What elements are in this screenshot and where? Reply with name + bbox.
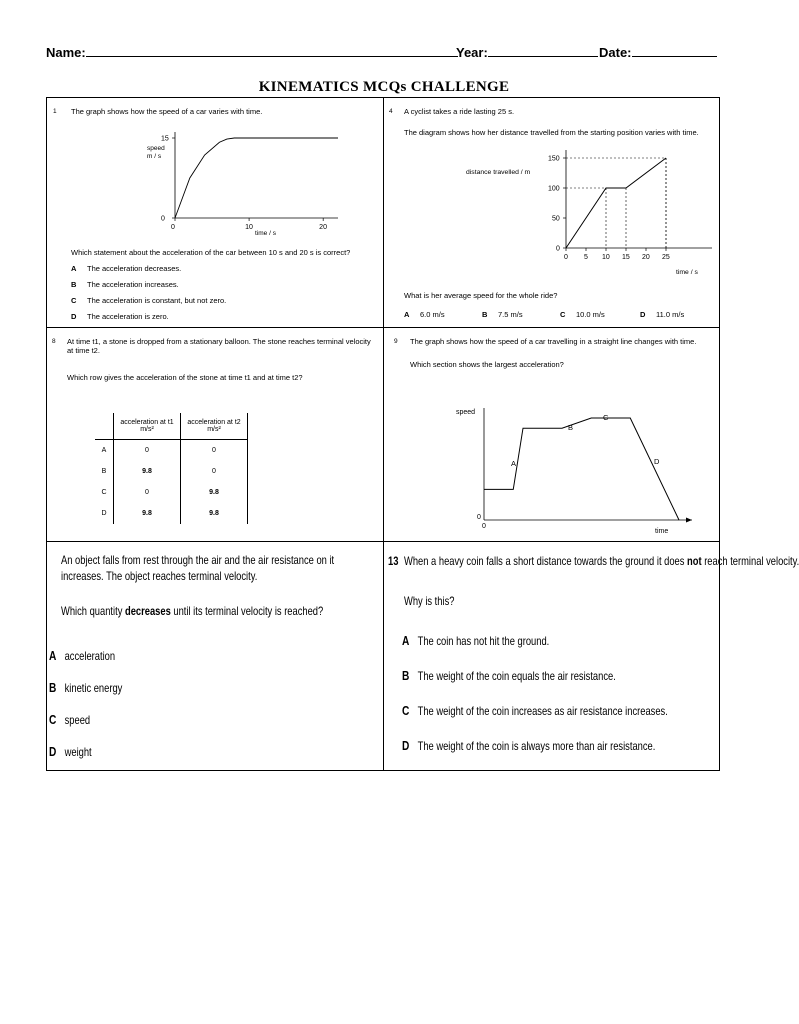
option-b[interactable] xyxy=(402,668,616,683)
option-text: 7.5 m/s xyxy=(498,310,523,319)
option-letter: A xyxy=(404,310,410,319)
question-8 xyxy=(47,328,384,542)
prompt-bold: decreases xyxy=(124,604,171,618)
option-text: The acceleration decreases. xyxy=(87,264,182,273)
speed-section-graph xyxy=(444,398,714,538)
cell-t2: 9.8 xyxy=(181,482,248,503)
question-stem: At time t1, a stone is dropped from a stationary balloon. The stone reaches terminal velocity at time t2. xyxy=(67,337,371,356)
question-prompt: Why is this? xyxy=(404,594,455,608)
option-letter: A xyxy=(402,633,410,648)
table-row[interactable] xyxy=(95,503,248,524)
option-text: speed xyxy=(64,713,91,727)
row-letter: D xyxy=(95,503,114,524)
table-header-row xyxy=(95,413,248,440)
option-text: The coin has not hit the ground. xyxy=(417,634,550,648)
option-d[interactable] xyxy=(71,312,169,321)
y-tick-label: 15 xyxy=(161,135,169,143)
option-letter: C xyxy=(71,296,77,305)
option-letter: C xyxy=(49,712,57,727)
x-axis-label: time / s xyxy=(255,230,276,237)
x-tick-label: 0 xyxy=(171,224,175,231)
option-c[interactable] xyxy=(71,296,226,305)
question-4 xyxy=(384,98,719,328)
question-prompt xyxy=(61,604,323,620)
y-axis-unit: m / s xyxy=(147,153,162,160)
table-row[interactable] xyxy=(95,482,248,503)
option-letter: A xyxy=(49,648,57,663)
option-letter: D xyxy=(71,312,77,321)
x-arrow-icon xyxy=(686,518,692,523)
stem-pre: When a heavy coin falls a short distance towards the ground it does xyxy=(404,554,688,568)
row-letter: A xyxy=(95,440,114,462)
option-d[interactable] xyxy=(402,738,655,753)
question-prompt: Which row gives the acceleration of the stone at time t1 and at time t2? xyxy=(67,373,303,382)
option-text: weight xyxy=(64,745,92,759)
section-label-c: C xyxy=(603,413,609,422)
option-text: The weight of the coin equals the air resistance. xyxy=(417,669,616,683)
option-letter: D xyxy=(402,738,410,753)
x-tick-label: 5 xyxy=(584,254,588,261)
option-letter: A xyxy=(71,264,77,273)
option-d[interactable] xyxy=(640,310,684,319)
question-grid xyxy=(46,97,799,771)
option-letter: B xyxy=(71,280,77,289)
header-t1: acceleration at t1 m/s² xyxy=(114,413,181,440)
option-letter: B xyxy=(482,310,488,319)
option-text: The weight of the coin increases as air resistance increases. xyxy=(417,704,668,718)
option-a[interactable] xyxy=(71,264,181,273)
cell-t2: 9.8 xyxy=(181,503,248,524)
y-tick-label: 150 xyxy=(548,155,560,163)
y-tick-label: 50 xyxy=(552,215,560,223)
section-label-a: A xyxy=(511,459,517,468)
option-d[interactable] xyxy=(49,744,92,759)
row-letter: B xyxy=(95,461,114,482)
option-text: The acceleration is constant, but not zero. xyxy=(87,296,227,305)
option-text: acceleration xyxy=(64,649,116,663)
x-tick-label: 10 xyxy=(245,224,253,231)
name-label: Name: xyxy=(46,45,86,60)
option-c[interactable] xyxy=(560,310,605,319)
cell-t1: 9.8 xyxy=(114,503,181,524)
question-number: 4 xyxy=(389,108,393,115)
question-number: 9 xyxy=(394,338,398,345)
x-tick-label: 10 xyxy=(602,254,610,261)
date-field xyxy=(599,44,717,60)
x-tick-label: 25 xyxy=(662,254,670,261)
stem-bold: not xyxy=(687,554,702,568)
option-letter: D xyxy=(640,310,646,319)
row-letter: C xyxy=(95,482,114,503)
table-row[interactable] xyxy=(95,440,248,462)
question-stem xyxy=(404,554,799,570)
origin-label-x: 0 xyxy=(482,523,486,530)
dashed-guides xyxy=(566,158,666,248)
distance-time-graph xyxy=(454,146,714,286)
speed-time-graph xyxy=(127,124,357,244)
option-a[interactable] xyxy=(49,648,115,663)
speed-line xyxy=(484,418,679,520)
question-number: 13 xyxy=(388,554,399,568)
y-tick-label: 0 xyxy=(161,215,165,223)
axis-ticks xyxy=(161,136,327,232)
option-letter: B xyxy=(402,668,410,683)
y-axis-label: speed xyxy=(456,409,476,416)
option-text: The acceleration increases. xyxy=(87,280,179,289)
y-axis-label: speed xyxy=(147,145,165,152)
speed-curve xyxy=(175,138,338,218)
question-prompt: Which section shows the largest acceleration? xyxy=(410,360,564,369)
page-title: KINEMATICS MCQs CHALLENGE xyxy=(258,79,510,95)
question-prompt: What is her average speed for the whole ride? xyxy=(404,291,558,300)
option-letter: C xyxy=(402,703,410,718)
option-text: 6.0 m/s xyxy=(420,310,445,319)
option-a[interactable] xyxy=(404,310,445,319)
year-label: Year: xyxy=(456,45,488,60)
name-field xyxy=(46,44,458,60)
question-stem-2: The diagram shows how her distance travelled from the starting position varies with time. xyxy=(404,128,699,137)
table-row[interactable] xyxy=(95,461,248,482)
x-tick-label: 15 xyxy=(622,254,630,261)
option-text: 10.0 m/s xyxy=(576,310,605,319)
x-axis-label: time / s xyxy=(676,269,698,276)
x-tick-label: 20 xyxy=(642,254,650,261)
cell-t1: 0 xyxy=(114,440,181,462)
question-stem: A cyclist takes a ride lasting 25 s. xyxy=(404,107,515,116)
question-number: 1 xyxy=(53,108,57,115)
option-letter: C xyxy=(560,310,566,319)
question-1 xyxy=(47,98,384,328)
stem-post: reach terminal velocity. xyxy=(701,554,799,568)
question-prompt: Which statement about the acceleration of the car between 10 s and 20 s is correct? xyxy=(71,248,351,257)
name-line[interactable] xyxy=(86,44,458,57)
y-axis-label: distance travelled / m xyxy=(466,169,531,176)
prompt-pre: Which quantity xyxy=(61,604,125,618)
x-tick-label: 0 xyxy=(564,254,568,261)
option-c[interactable] xyxy=(402,703,668,718)
option-letter: D xyxy=(49,744,57,759)
student-header xyxy=(46,44,718,62)
question-stem: The graph shows how the speed of a car varies with time. xyxy=(71,107,263,116)
question-stem: The graph shows how the speed of a car travelling in a straight line changes with time. xyxy=(410,337,697,346)
question-stem: An object falls from rest through the air and the air resistance on it increases. The object reaches terminal velocity. xyxy=(61,553,335,583)
question-terminal-velocity xyxy=(47,542,384,770)
option-text: 11.0 m/s xyxy=(656,310,685,319)
acceleration-table xyxy=(95,413,248,524)
section-label-d: D xyxy=(654,457,660,466)
option-text: The acceleration is zero. xyxy=(87,312,169,321)
origin-label-y: 0 xyxy=(477,514,481,521)
option-b[interactable] xyxy=(71,280,179,289)
option-a[interactable] xyxy=(402,633,549,648)
date-line[interactable] xyxy=(632,44,717,57)
option-c[interactable] xyxy=(49,712,90,727)
year-line[interactable] xyxy=(488,44,598,57)
year-field xyxy=(456,44,598,60)
cell-t1: 0 xyxy=(114,482,181,503)
option-b[interactable] xyxy=(482,310,523,319)
option-text: The weight of the coin is always more than air resistance. xyxy=(417,739,656,753)
date-label: Date: xyxy=(599,45,632,60)
question-13 xyxy=(384,542,799,770)
x-axis-label: time xyxy=(655,528,669,535)
x-tick-label: 20 xyxy=(319,224,327,231)
distance-line xyxy=(566,158,666,248)
cell-t2: 0 xyxy=(181,440,248,462)
cell-t2: 0 xyxy=(181,461,248,482)
header-blank xyxy=(95,413,114,440)
option-b[interactable] xyxy=(49,680,122,695)
header-t2: acceleration at t2 m/s² xyxy=(181,413,248,440)
prompt-post: until its terminal velocity is reached? xyxy=(170,604,324,618)
y-tick-label: 100 xyxy=(548,185,560,193)
option-letter: B xyxy=(49,680,57,695)
y-tick-label: 0 xyxy=(556,245,560,253)
cell-t1: 9.8 xyxy=(114,461,181,482)
question-9 xyxy=(384,328,719,542)
question-number: 8 xyxy=(52,338,56,345)
section-label-b: B xyxy=(568,423,574,432)
option-text: kinetic energy xyxy=(64,681,123,695)
